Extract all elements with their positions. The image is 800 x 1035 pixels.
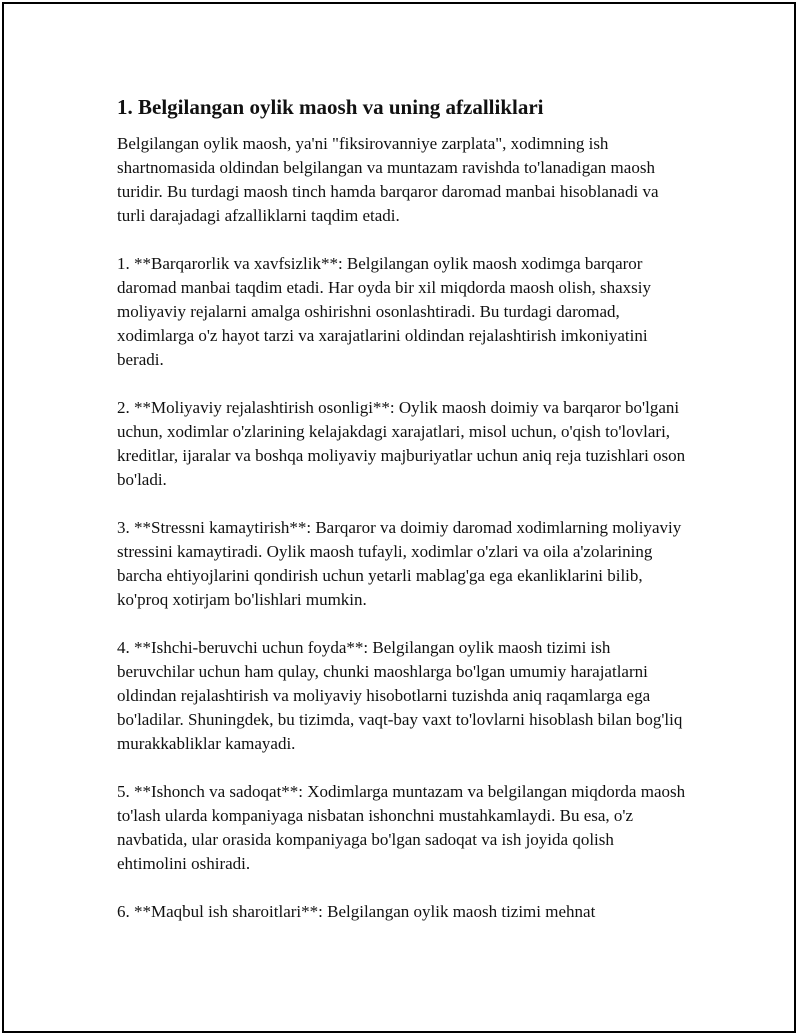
paragraph-stress-reduction: 3. **Stressni kamaytirish**: Barqaror va doimiy daromad xodimlarning moliyaviy stressini kamaytiradi. Oylik maosh tufayli, xodimlar o'zlari va oila a'zolarining barcha ehtiyojlarini qondirish uchun yetarli mablag'ga ega ekanliklarini bilib, ko'proq xotirjam bo'lishlari mumkin. bbox=[117, 518, 682, 609]
paragraph-stability: 1. **Barqarorlik va xavfsizlik**: Belgilangan oylik maosh xodimga barqaror daromad manbai taqdim etadi. Har oyda bir xil miqdorda maosh olish, shaxsiy moliyaviy rejalarni amalga oshirishni osonlashtiradi. Bu turdagi daromad, xodimlarga o'z hayot tarzi va xarajatlarini oldindan rejalashtirish imkoniyatini beradi. bbox=[117, 254, 651, 369]
document-body bbox=[117, 94, 687, 924]
paragraph-financial-planning: 2. **Moliyaviy rejalashtirish osonligi**: Oylik maosh doimiy va barqaror bo'lgani uchun, xodimlar o'zlarining kelajakdagi xarajatlari, misol uchun, o'qish to'lovlari, kreditlar, ijaralar va boshqa moliyaviy majburiyatlar uchun aniq reja tuzishlari oson bo'ladi. bbox=[117, 398, 686, 489]
paragraph-working-conditions: 6. **Maqbul ish sharoitlari**: Belgilangan oylik maosh tizimi mehnat bbox=[117, 902, 596, 921]
document-title: 1. Belgilangan oylik maosh va uning afzalliklari bbox=[117, 95, 544, 119]
intro-paragraph: Belgilangan oylik maosh, ya'ni "fiksirovanniye zarplata", xodimning ish shartnomasida oldindan belgilangan va muntazam ravishda to'lanadigan maosh turidir. Bu turdagi maosh tinch hamda barqaror daromad manbai hisoblanadi va turli darajadagi afzalliklarni taqdim etadi. bbox=[117, 134, 659, 225]
paragraph-employer-benefit: 4. **Ishchi-beruvchi uchun foyda**: Belgilangan oylik maosh tizimi ish beruvchilar uchun ham qulay, chunki maoshlarga bo'lgan umumiy harajatlarni oldindan rejalashtirish va moliyaviy hisobotlarni tuzishda aniq raqamlarga ega bo'ladilar. Shuningdek, bu tizimda, vaqt-bay vaxt to'lovlarni hisoblash bilan bog'liq murakkabliklar kamayadi. bbox=[117, 638, 683, 753]
paragraph-trust-loyalty: 5. **Ishonch va sadoqat**: Xodimlarga muntazam va belgilangan miqdorda maosh to'lash ularda kompaniyaga nisbatan ishonchni mustahkamlaydi. Bu esa, o'z navbatida, ular orasida kompaniyaga bo'lgan sadoqat va ish joyida qolish ehtimolini oshiradi. bbox=[117, 782, 686, 873]
